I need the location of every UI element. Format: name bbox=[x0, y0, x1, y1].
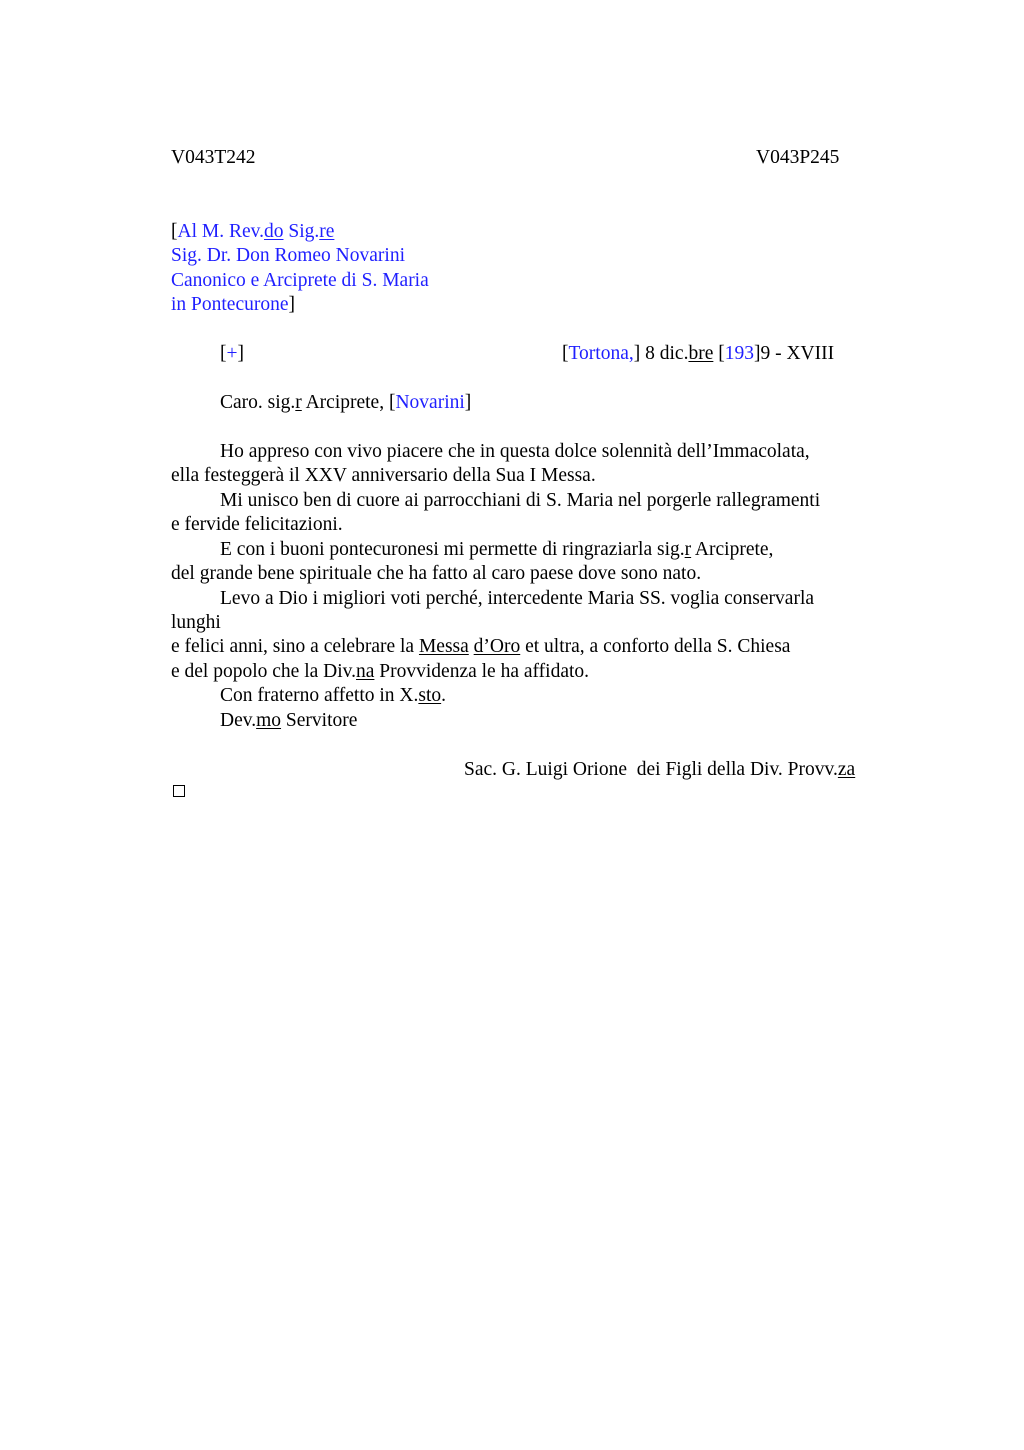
salutation: Caro. sig.r Arciprete, [Novarini] bbox=[220, 392, 472, 413]
body-line: E con i buoni pontecuronesi mi permette di ringraziarla sig.r Arciprete, bbox=[220, 539, 774, 560]
address-line-3: Canonico e Arciprete di S. Maria bbox=[171, 270, 429, 291]
document-code-right: V043P245 bbox=[756, 147, 840, 168]
body-line: lunghi bbox=[171, 612, 221, 633]
body-line: e felici anni, sino a celebrare la Messa d’Oro et ultra, a conforto della S. Chiesa bbox=[171, 636, 791, 657]
cross-mark: [+] bbox=[220, 343, 244, 364]
body-line: Levo a Dio i migliori voti perché, intercedente Maria SS. voglia conservarla bbox=[220, 588, 815, 609]
address-line-4: in Pontecurone] bbox=[171, 294, 296, 315]
body-line: e fervide felicitazioni. bbox=[171, 514, 343, 535]
dateline: [Tortona,] 8 dic.bre [193]9 - XVIII bbox=[562, 343, 835, 364]
closing-servitore: Dev.mo Servitore bbox=[220, 710, 358, 731]
body-line: Ho appreso con vivo piacere che in questa dolce solennità dell’Immacolata, bbox=[220, 441, 810, 462]
closing-line: Con fraterno affetto in X.sto. bbox=[220, 685, 447, 706]
address-line-1: [Al M. Rev.do Sig.re bbox=[171, 221, 335, 242]
address-line-2: Sig. Dr. Don Romeo Novarini bbox=[171, 245, 405, 266]
document-code-left: V043T242 bbox=[171, 147, 256, 168]
body-line: ella festeggerà il XXV anniversario della Sua I Messa. bbox=[171, 465, 596, 486]
signature: Sac. G. Luigi Orione dei Figli della Div. Provv.za bbox=[464, 759, 856, 780]
body-line: Mi unisco ben di cuore ai parrocchiani di S. Maria nel porgerle rallegramenti bbox=[220, 490, 821, 511]
end-box-icon bbox=[173, 785, 185, 797]
body-line: del grande bene spirituale che ha fatto al caro paese dove sono nato. bbox=[171, 563, 702, 584]
body-line: e del popolo che la Div.na Provvidenza le ha affidato. bbox=[171, 661, 590, 682]
